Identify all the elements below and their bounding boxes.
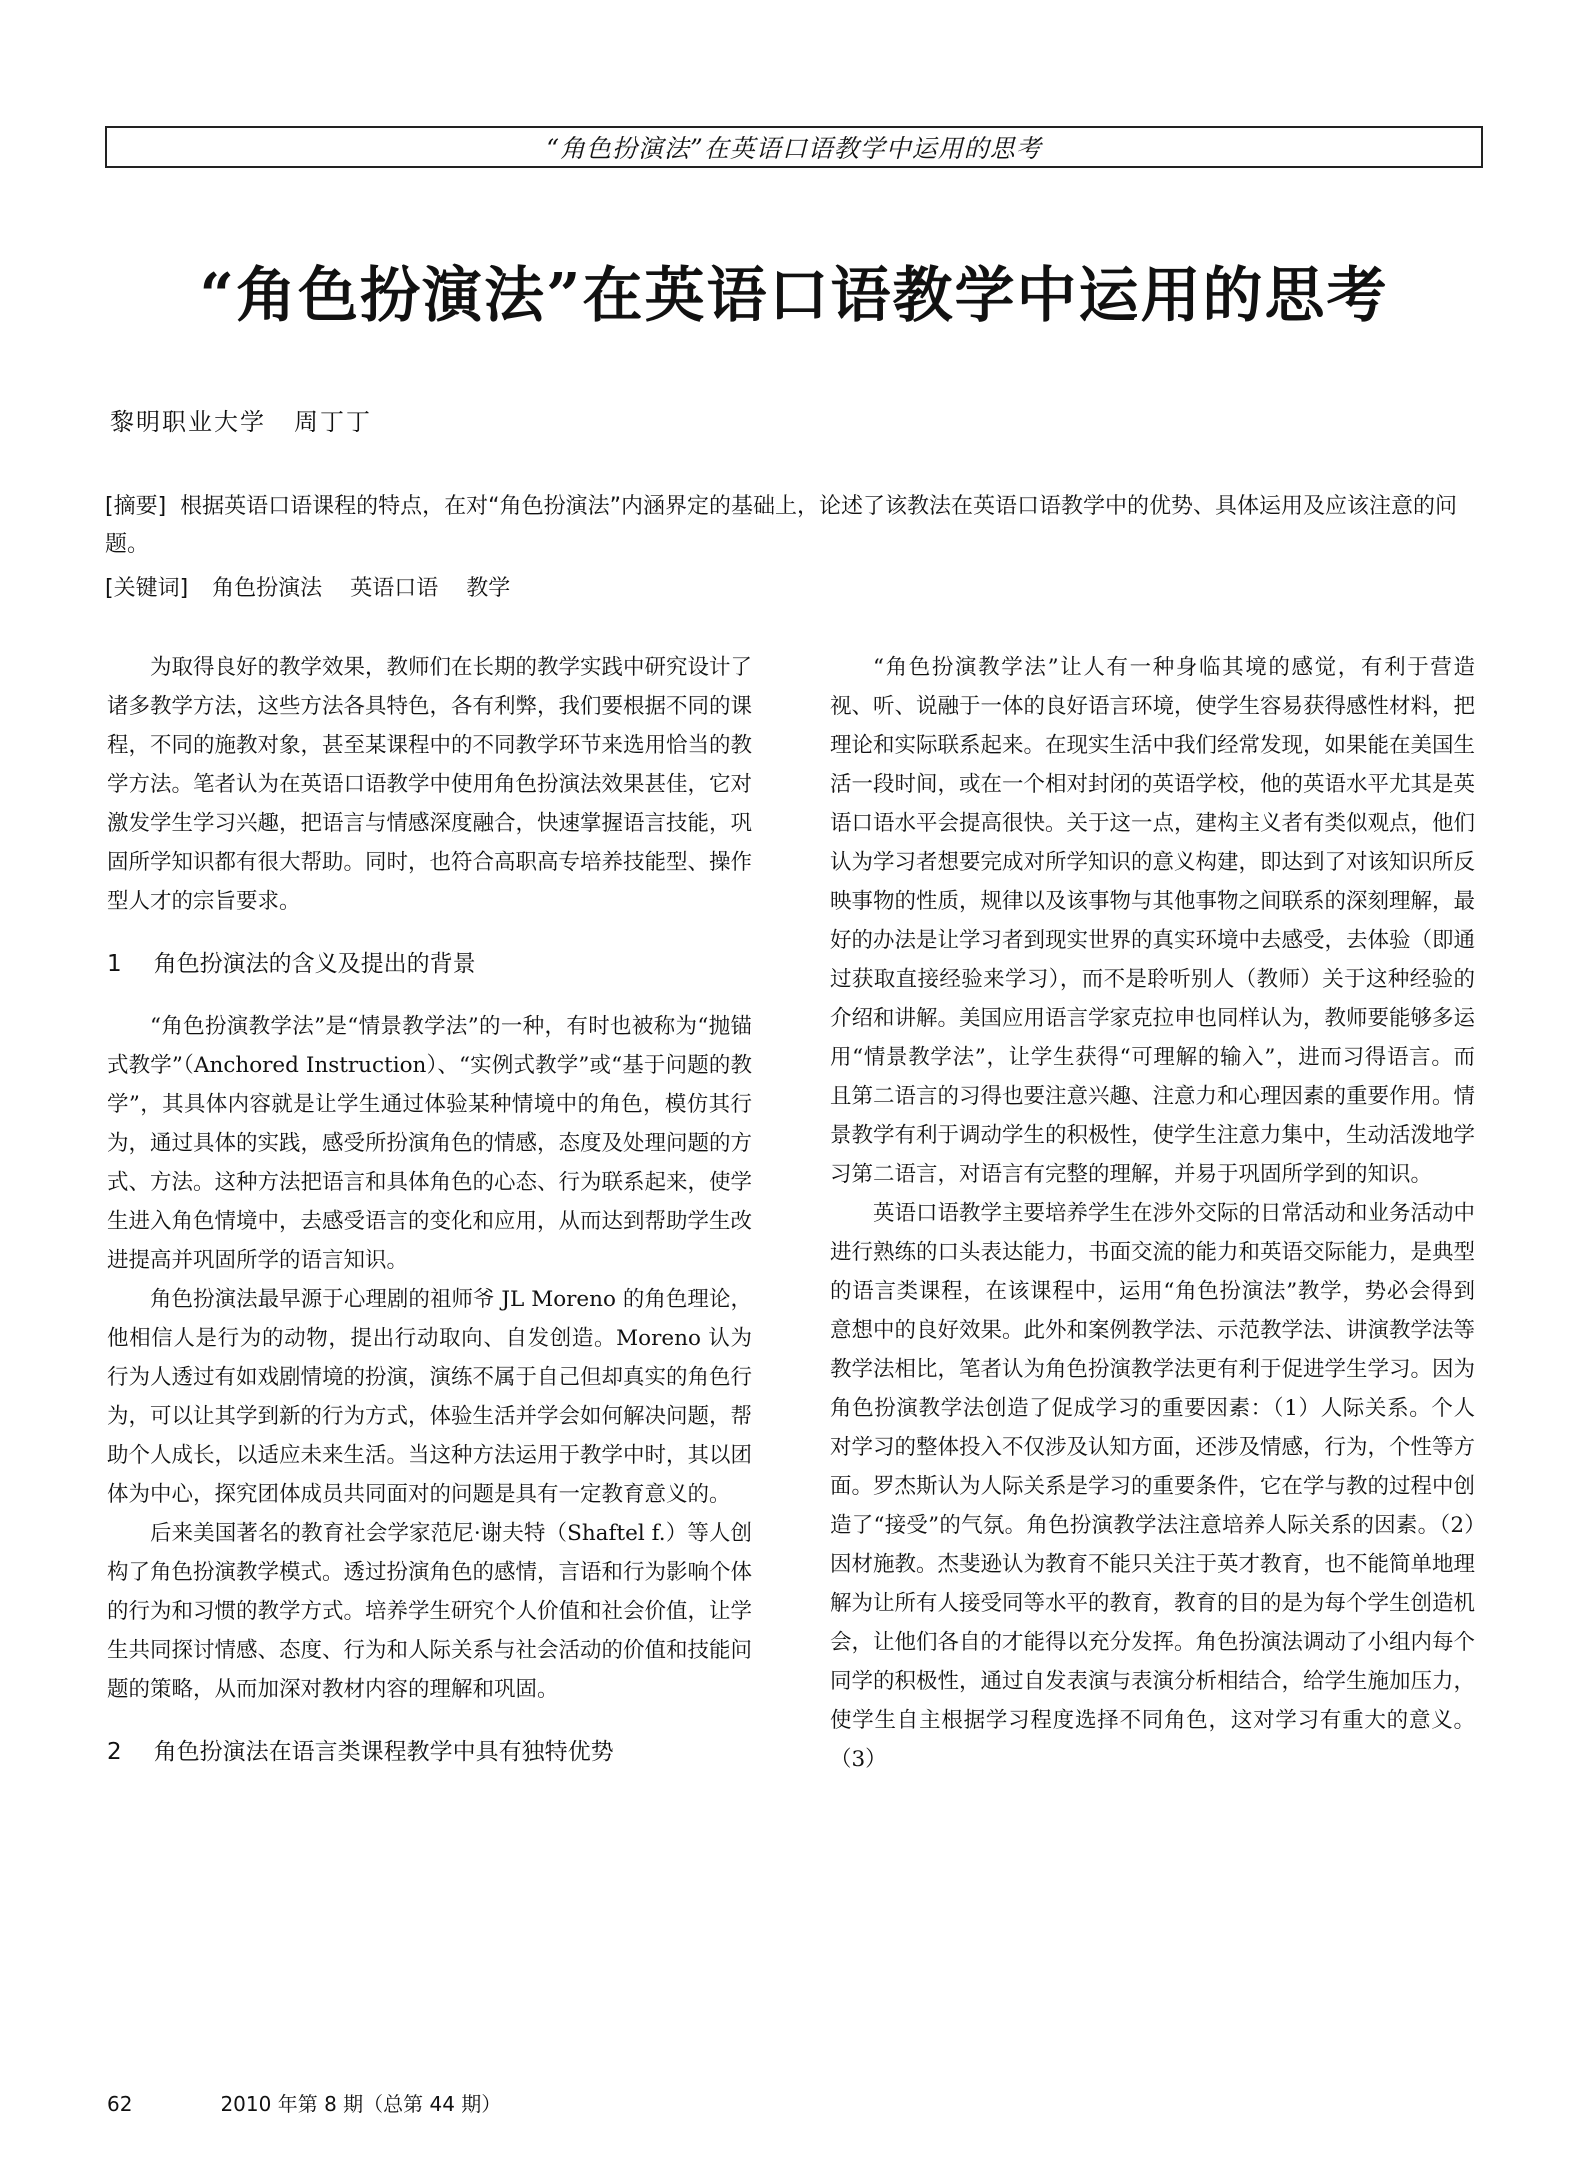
author-name: 周丁丁	[294, 408, 372, 436]
left-column	[107, 648, 752, 1795]
paragraph: 后来美国著名的教育社会学家范尼·谢夫特（Shaftel f.）等人创构了角色扮演教学模式。透过扮演角色的感情，言语和行为影响个体的行为和习惯的教学方式。培养学生研究个人价值和社会价值，让学生共同探讨情感、态度、行为和人际关系与社会活动的价值和技能问题的策略，从而加深对教材内容的理解和巩固。	[107, 1521, 753, 1702]
paragraph: “角色扮演教学法”是“情景教学法”的一种，有时也被称为“抛锚式教学”（Anchored Instruction）、“实例式教学”或“基于问题的教学”，其具体内容就是让学生通过体验某种情境中的角色，模仿其行为，通过具体的实践，感受所扮演角色的情感，态度及处理问题的方式、方法。这种方法把语言和具体角色的心态、行为联系起来，使学生进入角色情境中，去感受语言的变化和应用，从而达到帮助学生改进提高并巩固所学的语言知识。	[107, 1014, 753, 1273]
abstract-label: [摘要]	[105, 494, 167, 519]
page-footer	[107, 2088, 501, 2117]
abstract	[105, 488, 1483, 564]
abstract-text: 根据英语口语课程的特点，在对“角色扮演法”内涵界定的基础上，论述了该教法在英语口语教学中的优势、具体运用及应该注意的问题。	[105, 494, 1457, 557]
keyword: 角色扮演法	[212, 576, 323, 601]
section-title: 角色扮演法的含义及提出的背景	[153, 951, 476, 977]
paragraph: 英语口语教学主要培养学生在涉外交际的日常活动和业务活动中进行熟练的口头表达能力，书面交流的能力和英语交际能力，是典型的语言类课程，在该课程中，运用“角色扮演法”教学，势必会得到意想中的良好效果。此外和案例教学法、示范教学法、讲演教学法等教学法相比，笔者认为角色扮演教学法更有利于促进学生学习。因为角色扮演教学法创造了促成学习的重要因素：（1）人际关系。个人对学习的整体投入不仅涉及认知方面，还涉及情感，行为，个性等方面。罗杰斯认为人际关系是学习的重要条件，它在学与教的过程中创造了“接受”的气氛。角色扮演教学法注意培养人际关系的因素。（2）因材施教。杰斐逊认为教育不能只关注于英才教育，也不能简单地理解为让所有人接受同等水平的教育，教育的目的是为每个学生创造机会，让他们各自的才能得以充分发挥。角色扮演法调动了小组内每个同学的积极性，通过自发表演与表演分析相结合，给学生施加压力，使学生自主根据学习程度选择不同角色，这对学习有重大的意义。（3）	[830, 1201, 1476, 1772]
issue-info: 2010 年第 8 期（总第 44 期）	[220, 2092, 502, 2116]
paragraph: “角色扮演教学法”让人有一种身临其境的感觉，有利于营造视、听、说融于一体的良好语言环境，使学生容易获得感性材料，把理论和实际联系起来。在现实生活中我们经常发现，如果能在美国生活一段时间，或在一个相对封闭的英语学校，他的英语水平尤其是英语口语水平会提高很快。关于这一点，建构主义者有类似观点，他们认为学习者想要完成对所学知识的意义构建，即达到了对该知识所反映事物的性质，规律以及该事物与其他事物之间联系的深刻理解，最好的办法是让学习者到现实世界的真实环境中去感受，去体验（即通过获取直接经验来学习），而不是聆听别人（教师）关于这种经验的介绍和讲解。美国应用语言学家克拉申也同样认为，教师要能够多运用“情景教学法”，让学生获得“可理解的输入”，进而习得语言。而且第二语言的习得也要注意兴趣、注意力和心理因素的重要作用。情景教学有利于调动学生的积极性，使学生注意力集中，生动活泼地学习第二语言，对语言有完整的理解，并易于巩固所学到的知识。	[830, 655, 1476, 1187]
section-number: 2	[107, 1739, 122, 1765]
section-title: 角色扮演法在语言类课程教学中具有独特优势	[153, 1739, 614, 1765]
keywords-label: [关键词]	[105, 576, 189, 601]
page-number: 62	[107, 2092, 133, 2116]
section-number: 1	[107, 951, 122, 977]
section-heading-2	[107, 1733, 752, 1771]
keyword: 教学	[466, 576, 511, 601]
author-affiliation: 黎明职业大学	[110, 408, 266, 436]
author-line	[110, 402, 372, 437]
intro-paragraph: 为取得良好的教学效果，教师们在长期的教学实践中研究设计了诸多教学方法，这些方法各具特色，各有利弊，我们要根据不同的课程，不同的施教对象，甚至某课程中的不同教学环节来选用恰当的教学方法。笔者认为在英语口语教学中使用角色扮演法效果甚佳，它对激发学生学习兴趣，把语言与情感深度融合，快速掌握语言技能，巩固所学知识都有很大帮助。同时，也符合高职高专培养技能型、操作型人才的宗旨要求。	[107, 655, 753, 914]
section-heading-1	[107, 945, 752, 983]
paragraph: 角色扮演法最早源于心理剧的祖师爷 JL Moreno 的角色理论，他相信人是行为的动物，提出行动取向、自发创造。Moreno 认为行为人透过有如戏剧情境的扮演，演练不属于自己但却真实的角色行为，可以让其学到新的行为方式，体验生活并学会如何解决问题，帮助个人成长，以适应未来生活。当这种方法运用于教学中时，其以团体为中心，探究团体成员共同面对的问题是具有一定教育意义的。	[107, 1287, 753, 1507]
keywords	[105, 570, 1483, 608]
keyword: 英语口语	[350, 576, 439, 601]
right-column	[830, 648, 1475, 1779]
article-title: “角色扮演法”在英语口语教学中运用的思考	[199, 261, 1389, 331]
running-header: “角色扮演法”在英语口语教学中运用的思考	[105, 126, 1483, 168]
